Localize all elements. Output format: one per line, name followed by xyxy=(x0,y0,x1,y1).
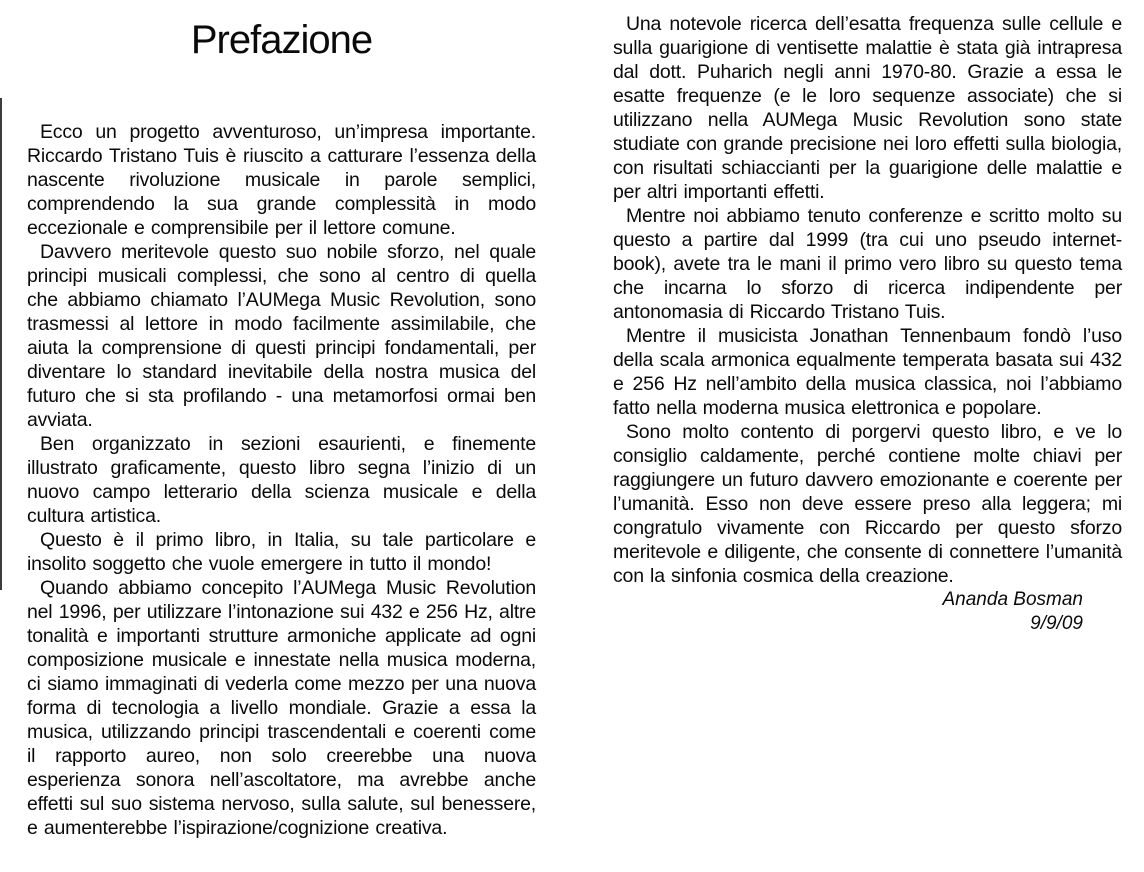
paragraph-left-3: Ben organizzato in sezioni esaurienti, e finemente illustrato graficamente, questo libro segna l’inizio di un nuovo campo letterario della scienza musicale e della cultura artistica. xyxy=(27,433,536,527)
signature-block xyxy=(613,588,1122,636)
left-column xyxy=(27,10,536,872)
page-title: Prefazione xyxy=(190,18,373,62)
signature-name: Ananda Bosman xyxy=(942,589,1083,610)
paragraph-right-4: Sono molto contento di porgervi questo libro, e ve lo consiglio caldamente, perché contiene molte chiavi per raggiungere un futuro davvero emozionante e coerente per l’umanità. Esso non deve essere preso alla leggera; mi congratulo vivamente con Riccardo per questo sforzo meritevole e diligente, che consente di connettere l’umanità con la sinfonia cosmica della creazione. xyxy=(613,421,1122,587)
right-column xyxy=(613,10,1122,872)
page-edge-scan-line xyxy=(0,98,2,590)
paragraph-right-2: Mentre noi abbiamo tenuto conferenze e scritto molto su questo a partire dal 1999 (tra cui uno pseudo internet-book), avete tra le mani il primo vero libro su questo tema che incarna lo sforzo di ricerca indipendente per antonomasia di Riccardo Tristano Tuis. xyxy=(613,205,1122,323)
signature-date: 9/9/09 xyxy=(1030,613,1083,634)
paragraph-left-4: Questo è il primo libro, in Italia, su tale particolare e insolito soggetto che vuole emergere in tutto il mondo! xyxy=(27,529,536,575)
paragraph-right-1: Una notevole ricerca dell’esatta frequenza sulle cellule e sulla guarigione di ventisette malattie è stata già intrapresa dal dott. Puharich negli anni 1970-80. Grazie a essa le esatte frequenze (e le loro sequenze associate) che si utilizzano nella AUMega Music Revolution sono state studiate con grande precisione nei loro effetti sulla biologia, con risultati schiaccianti per la guarigione delle malattie e per altri importanti effetti. xyxy=(613,13,1122,203)
paragraph-left-2: Davvero meritevole questo suo nobile sforzo, nel quale principi musicali complessi, che sono al centro di quella che abbiamo chiamato l’AUMega Music Revolution, sono trasmessi al lettore in modo facilmente assimilabile, che aiuta la comprensione di questi principi fondamentali, per diventare lo standard inevitabile della nostra musica del futuro che si sta profilando - una metamorfosi ormai ben avviata. xyxy=(27,241,536,431)
paragraph-left-5: Quando abbiamo concepito l’AUMega Music Revolution nel 1996, per utilizzare l’intonazione sui 432 e 256 Hz, altre tonalità e importanti strutture armoniche applicate ad ogni composizione musicale e innestate nella musica moderna, ci siamo immaginati di vederla come mezzo per una nuova forma di tecnologia a livello mondiale. Grazie a essa la musica, utilizzando principi trascendentali e coerenti come il rapporto aureo, non solo creerebbe una nuova esperienza sonora nell’ascoltatore, ma avrebbe anche effetti sul suo sistema nervoso, sulla salute, sul benessere, e aumenterebbe l’ispirazione/cognizione creativa. xyxy=(27,577,536,839)
paragraph-right-3: Mentre il musicista Jonathan Tennenbaum fondò l’uso della scala armonica equalmente temperata basata sui 432 e 256 Hz nell’ambito della musica classica, noi l’abbiamo fatto nella moderna musica elettronica e popolare. xyxy=(613,325,1122,419)
paragraph-left-1: Ecco un progetto avventuroso, un’impresa importante. Riccardo Tristano Tuis è riuscito a catturare l’essenza della nascente rivoluzione musicale in parole semplici, comprendendo la sua grande complessità in modo eccezionale e comprensibile per il lettore comune. xyxy=(27,121,536,239)
